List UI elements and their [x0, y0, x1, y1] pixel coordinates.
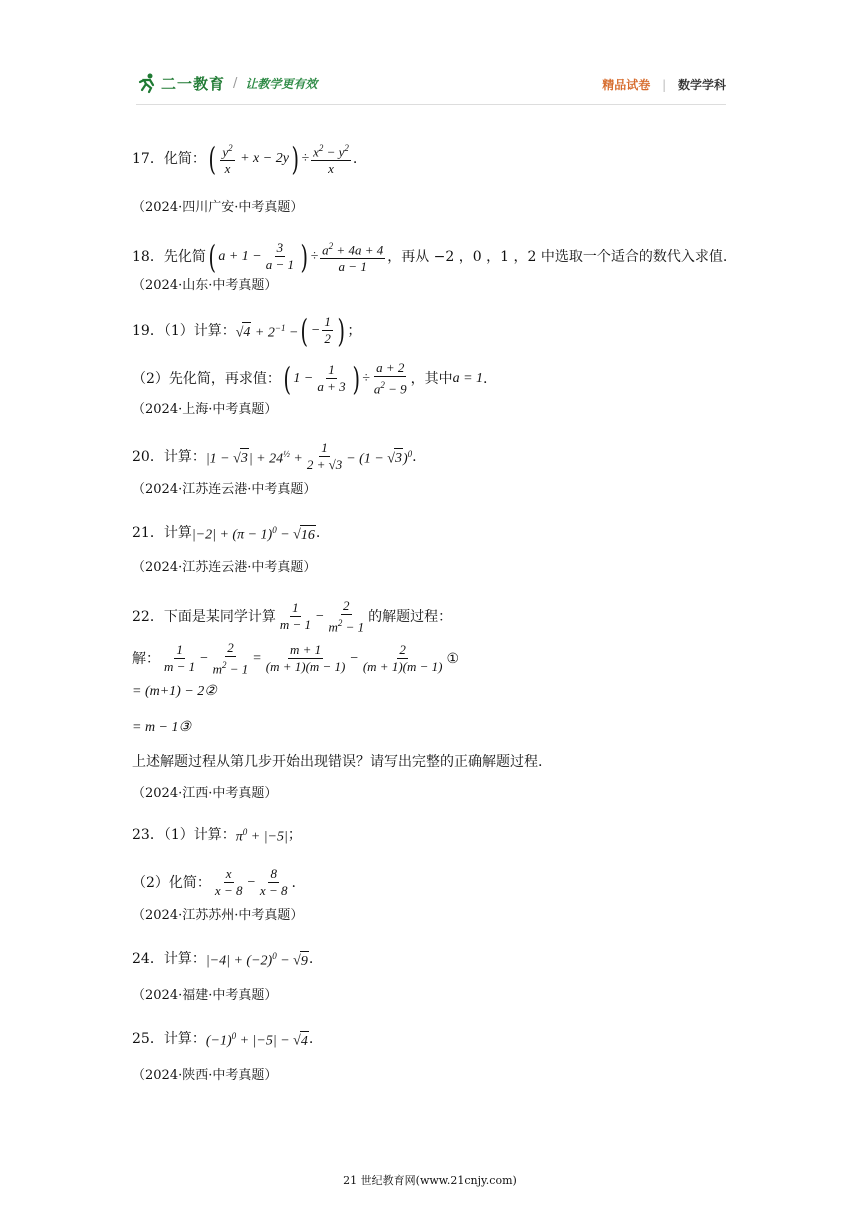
- q25-label: 25．计算：: [132, 1030, 206, 1047]
- question-23-part2: （2）化简： $\frac{x}{x - 8}$ − $\frac{8}{x - 8}$ .: [132, 866, 296, 898]
- tag-premium: 精品试卷: [602, 78, 651, 92]
- q22-question: 上述解题过程从第几步开始出现错误？请写出完整的正确解题过程.: [132, 754, 543, 770]
- q24-source: （2024·福建·中考真题）: [132, 988, 278, 1003]
- question-23-part1: 23．（1）计算： $\pi^0 + |-5|$ ；: [132, 826, 302, 845]
- q22-sol-label: 解：: [132, 650, 160, 667]
- question-21: 21．计算 $|-2| + (\pi - 1)^0 - √16$ .: [132, 520, 320, 546]
- question-19-part1: 19．（1）计算： $√4 + 2^{-1}$ − ( − $\frac{1}{2}$ ) ；: [132, 311, 362, 350]
- q19-tail: ，其中: [410, 370, 453, 387]
- q19-p2-label: （2）先化简，再求值：: [132, 370, 281, 387]
- q19-p1-label: 19．（1）计算：: [132, 322, 236, 339]
- q19-condition: a = 1: [452, 370, 484, 386]
- q23-p2-label: （2）化简：: [132, 874, 211, 891]
- runner-icon: [136, 72, 158, 94]
- q22-label: 22．下面是某同学计算: [132, 608, 276, 625]
- page-footer: 21 世纪教育网(www.21cnjy.com): [343, 1174, 517, 1187]
- q25-source: （2024·陕西·中考真题）: [132, 1068, 278, 1083]
- q20-source: （2024·江苏连云港·中考真题）: [132, 482, 317, 497]
- question-24: 24．计算： $|-4| + (-2)^0 - √9$ .: [132, 946, 313, 972]
- q22-tail: 的解题过程：: [368, 608, 453, 625]
- q18-text: ，再从 −2 ，0 ，1 ，2 中选取一个适合的数代入求值.: [387, 248, 728, 265]
- header-divider: [136, 104, 726, 105]
- q21-source: （2024·江苏连云港·中考真题）: [132, 560, 317, 575]
- q17-label: 17．化简：: [132, 150, 206, 167]
- slogan: 让教学更有效: [245, 76, 318, 91]
- q23-p1-label: 23．（1）计算：: [132, 826, 236, 843]
- q22-step1-mark: ①: [446, 650, 460, 667]
- q21-label: 21．计算: [132, 524, 192, 541]
- question-18: 18．先化简 ( a + 1 − $\frac{3}{a - 1}$ ) ÷ $\frac{a^2 + 4a + 4}{a - 1}$ ，再从 −2 ，0 ，1 ，2 中选取一个适合的数代入求值.: [132, 237, 728, 276]
- q22-step3: = m − 1③: [132, 720, 192, 735]
- question-17: 17．化简： ( $\frac{y^2}{x}$ + x − 2y ) ÷ $\frac{x^2 - y^2}{x}$ .: [132, 139, 358, 178]
- page-header: [136, 72, 726, 98]
- q18-label: 18．先化简: [132, 248, 206, 265]
- question-25: 25．计算： $(-1)^0 + |-5| - √4$ .: [132, 1026, 313, 1052]
- q18-source: （2024·山东·中考真题）: [132, 278, 278, 293]
- slash-divider: /: [233, 75, 238, 91]
- q22-step1: 解： $\frac{1}{m - 1}$ − $\frac{2}{m^2 - 1}$ = $\frac{m + 1}{(m + 1)(m - 1)}$ − $\frac{2}{(m + 1)(m - 1)}$ ①: [132, 640, 460, 677]
- q22-step2: = (m+1) − 2②: [132, 684, 217, 699]
- q24-label: 24．计算：: [132, 950, 206, 967]
- question-20: 20．计算： $|1 - √3| + 24^{\frac{1}{2}}$ + $\frac{1}{2 + √3}$ − $(1 - √3)^0$ .: [132, 440, 417, 472]
- q22-source: （2024·江西·中考真题）: [132, 786, 278, 801]
- q17-source: （2024·四川广安·中考真题）: [132, 200, 304, 215]
- tag-subject: 数学学科: [677, 78, 726, 92]
- header-tags: [602, 76, 726, 93]
- q19-source: （2024·上海·中考真题）: [132, 402, 278, 417]
- question-19-part2: （2）先化简，再求值： ( 1 − $\frac{1}{a + 3}$ ) ÷ $\frac{a + 2}{a^2 - 9}$ ，其中 a = 1 .: [132, 359, 488, 398]
- q23-source: （2024·江苏苏州·中考真题）: [132, 908, 304, 923]
- q20-label: 20．计算：: [132, 448, 206, 465]
- question-22: 22．下面是某同学计算 $\frac{1}{m - 1}$ − $\frac{2}{m^2 - 1}$ 的解题过程：: [132, 598, 453, 635]
- tag-separator: |: [662, 78, 667, 92]
- logo-text: 二一教育: [161, 74, 226, 93]
- brand-logo: [136, 72, 317, 94]
